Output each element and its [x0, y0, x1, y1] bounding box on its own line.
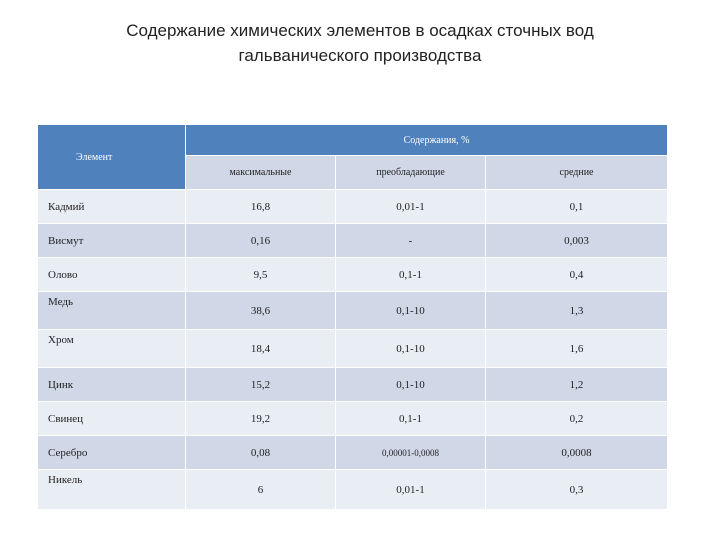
- table-row: [38, 402, 668, 436]
- subheader-average: средние: [486, 156, 668, 190]
- value-prevailing: 0,1-10: [336, 368, 486, 402]
- value-prevailing: 0,01-1: [336, 190, 486, 224]
- value-max: 6: [186, 470, 336, 510]
- slide-title: [60, 18, 660, 68]
- value-prevailing: 0,1-10: [336, 330, 486, 368]
- subheader-max: максимальные: [186, 156, 336, 190]
- value-average: 0,0008: [486, 436, 668, 470]
- value-average: 0,003: [486, 224, 668, 258]
- value-average: 1,2: [486, 368, 668, 402]
- table-row: [38, 470, 668, 510]
- element-name: Серебро: [38, 436, 186, 470]
- value-max: 0,16: [186, 224, 336, 258]
- value-max: 0,08: [186, 436, 336, 470]
- value-prevailing: 0,01-1: [336, 470, 486, 510]
- value-average: 0,1: [486, 190, 668, 224]
- table-row: [38, 258, 668, 292]
- table-row: [38, 436, 668, 470]
- value-max: 18,4: [186, 330, 336, 368]
- table-row: [38, 224, 668, 258]
- table-row: [38, 330, 668, 368]
- element-name: Свинец: [38, 402, 186, 436]
- value-prevailing: 0,1-10: [336, 292, 486, 330]
- value-average: 0,2: [486, 402, 668, 436]
- title-line-1: Содержание химических элементов в осадках сточных вод: [126, 21, 594, 40]
- value-max: 19,2: [186, 402, 336, 436]
- element-name: Хром: [38, 330, 186, 368]
- value-average: 0,4: [486, 258, 668, 292]
- subheader-prevailing: преобладающие: [336, 156, 486, 190]
- value-prevailing: 0,1-1: [336, 402, 486, 436]
- element-name: Цинк: [38, 368, 186, 402]
- value-prevailing: 0,00001-0,0008: [336, 436, 486, 470]
- elements-table: [37, 124, 668, 510]
- value-average: 0,3: [486, 470, 668, 510]
- value-average: 1,6: [486, 330, 668, 368]
- value-prevailing: 0,1-1: [336, 258, 486, 292]
- title-line-2: гальванического производства: [238, 46, 482, 65]
- content-column-header: Содержания, %: [186, 125, 668, 156]
- element-column-header: Элемент: [38, 125, 186, 190]
- value-average: 1,3: [486, 292, 668, 330]
- table-row: [38, 368, 668, 402]
- value-max: 15,2: [186, 368, 336, 402]
- value-prevailing: -: [336, 224, 486, 258]
- element-name: Олово: [38, 258, 186, 292]
- table-row: [38, 292, 668, 330]
- value-max: 16,8: [186, 190, 336, 224]
- element-name: Кадмий: [38, 190, 186, 224]
- element-name: Медь: [38, 292, 186, 330]
- element-name: Никель: [38, 470, 186, 510]
- value-max: 9,5: [186, 258, 336, 292]
- table-row: [38, 190, 668, 224]
- element-name: Висмут: [38, 224, 186, 258]
- value-max: 38,6: [186, 292, 336, 330]
